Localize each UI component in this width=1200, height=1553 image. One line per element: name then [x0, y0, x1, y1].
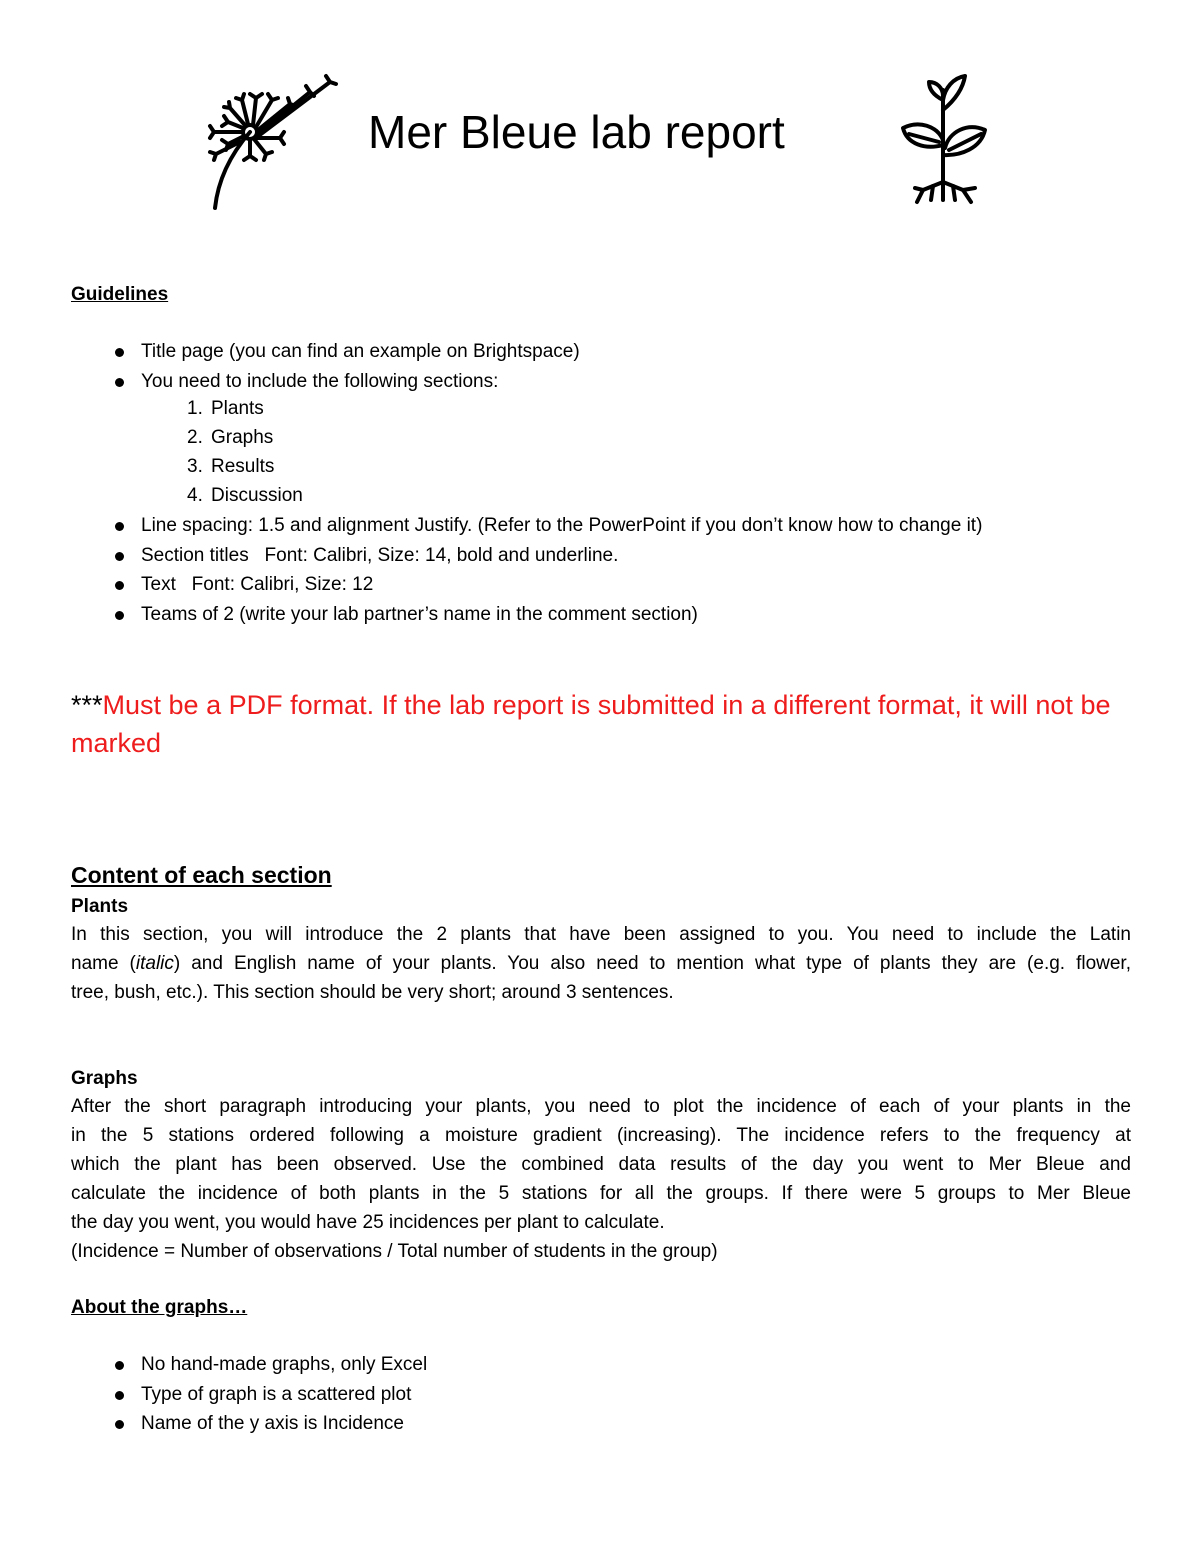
list-item: Name of the y axis is Incidence: [71, 1409, 1151, 1439]
content-heading: Content of each section: [71, 862, 332, 888]
list-item: Type of graph is a scattered plot: [71, 1380, 1151, 1410]
bullet-icon: [115, 552, 124, 561]
list-item: Text Font: Calibri, Size: 12: [71, 570, 1151, 600]
list-item: Section titles Font: Calibri, Size: 14, bold and underline.: [71, 541, 1151, 571]
bullet-icon: [115, 378, 124, 387]
graphs-paragraph: After the short paragraph introducing your plants, you need to plot the incidence of each of your plants in the in the 5 stations ordered following a moisture gradient (increasing). The incidence refers to the frequency at which the plant has been observed. Use the combined data results of the day you went to Mer Bleue and calculate the incidence of both plants in the 5 stations for all the groups. If there were 5 groups to Mer Bleue the day you went, you would have 25 incidences per plant to calculate. (Incidence = Number of observations / Total number of students in the group): [71, 1096, 1131, 1262]
about-graphs-heading: About the graphs…: [71, 1297, 248, 1318]
pdf-format-warning: ***Must be a PDF format. If the lab report is submitted in a different format, it will not be marked: [71, 690, 1111, 758]
bullet-icon: [115, 1361, 124, 1370]
bullet-icon: [115, 522, 124, 531]
list-item: 2. Graphs: [187, 427, 274, 448]
bullet-icon: [115, 1391, 124, 1400]
list-item: 4. Discussion: [187, 485, 303, 506]
graphs-heading: Graphs: [71, 1068, 138, 1089]
bullet-icon: [115, 581, 124, 590]
guidelines-heading: Guidelines: [71, 284, 169, 305]
guidelines-list-bottom: [71, 511, 1151, 629]
bullet-icon: [115, 348, 124, 357]
list-item: No hand-made graphs, only Excel: [71, 1350, 1151, 1380]
dandelion-icon: [200, 70, 345, 215]
bullet-icon: [115, 611, 124, 620]
sprout-icon: [895, 70, 995, 210]
list-item: Title page (you can find an example on Brightspace): [71, 337, 1151, 367]
about-graphs-list: [71, 1350, 1151, 1439]
list-item: 3. Results: [187, 456, 275, 477]
plants-heading: Plants: [71, 896, 129, 917]
document-title: Mer Bleue lab report: [368, 106, 785, 158]
warning-text: Must be a PDF format. If the lab report is submitted in a different format, it will not be marked: [71, 690, 1111, 758]
list-item: Teams of 2 (write your lab partner’s name in the comment section): [71, 600, 1151, 630]
required-sections-list: [187, 394, 303, 510]
list-item: Line spacing: 1.5 and alignment Justify. (Refer to the PowerPoint if you don’t know how to change it): [71, 511, 1151, 541]
plants-paragraph: In this section, you will introduce the 2 plants that have been assigned to you. You need to include the Latin name (italic) and English name of your plants. You also need to mention what type of plants they are (e.g. flower, tree, bush, etc.). This section should be very short; around 3 sentences.: [71, 924, 1131, 1003]
list-item: 1. Plants: [187, 398, 264, 419]
bullet-icon: [115, 1420, 124, 1429]
list-item: You need to include the following sections:: [71, 367, 1151, 397]
guidelines-list-top: [71, 337, 1151, 396]
